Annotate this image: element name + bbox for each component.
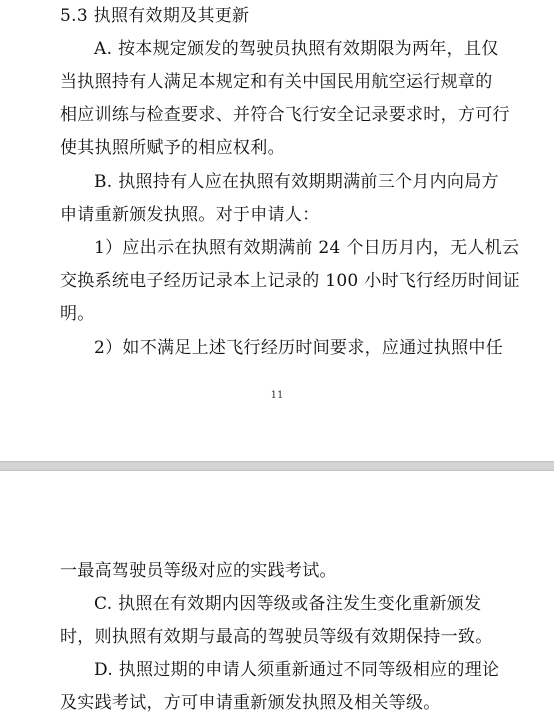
paragraph-a-line: 相应训练与检查要求、并符合飞行安全记录要求时，方可行 [60, 105, 510, 125]
page-separator [0, 461, 554, 471]
page-number: 11 [270, 390, 284, 401]
paragraph-c-line: 时，则执照有效期与最高的驾驶员等级有效期保持一致。 [60, 627, 493, 647]
item-1-line: 1）应出示在执照有效期满前 24 个日历月内，无人机云 [94, 238, 520, 258]
paragraph-a-line: A. 按本规定颁发的驾驶员执照有效期限为两年，且仅 [94, 39, 499, 59]
document-page-12 [0, 471, 554, 715]
item-2-line: 2）如不满足上述飞行经历时间要求，应通过执照中任 [94, 338, 504, 358]
item-1-line: 明。 [60, 304, 95, 324]
paragraph-b-line: 申请重新颁发执照。对于申请人： [60, 205, 320, 225]
paragraph-b-line: B. 执照持有人应在执照有效期期满前三个月内向局方 [94, 172, 499, 192]
paragraph-c-line: C. 执照在有效期内因等级或备注发生变化重新颁发 [94, 594, 482, 614]
paragraph-a-line: 使其执照所赋予的相应权利。 [60, 138, 285, 158]
paragraph-a-line: 当执照持有人满足本规定和有关中国民用航空运行规章的 [60, 72, 493, 92]
item-2-continuation-line: 一最高驾驶员等级对应的实践考试。 [60, 561, 337, 581]
paragraph-d-line: D. 执照过期的申请人须重新通过不同等级相应的理论 [94, 660, 500, 680]
section-heading: 5.3 执照有效期及其更新 [60, 6, 250, 26]
paragraph-d-line: 及实践考试，方可申请重新颁发执照及相关等级。 [60, 693, 441, 713]
item-1-line: 交换系统电子经历记录本上记录的 100 小时飞行经历时间证 [60, 271, 520, 291]
